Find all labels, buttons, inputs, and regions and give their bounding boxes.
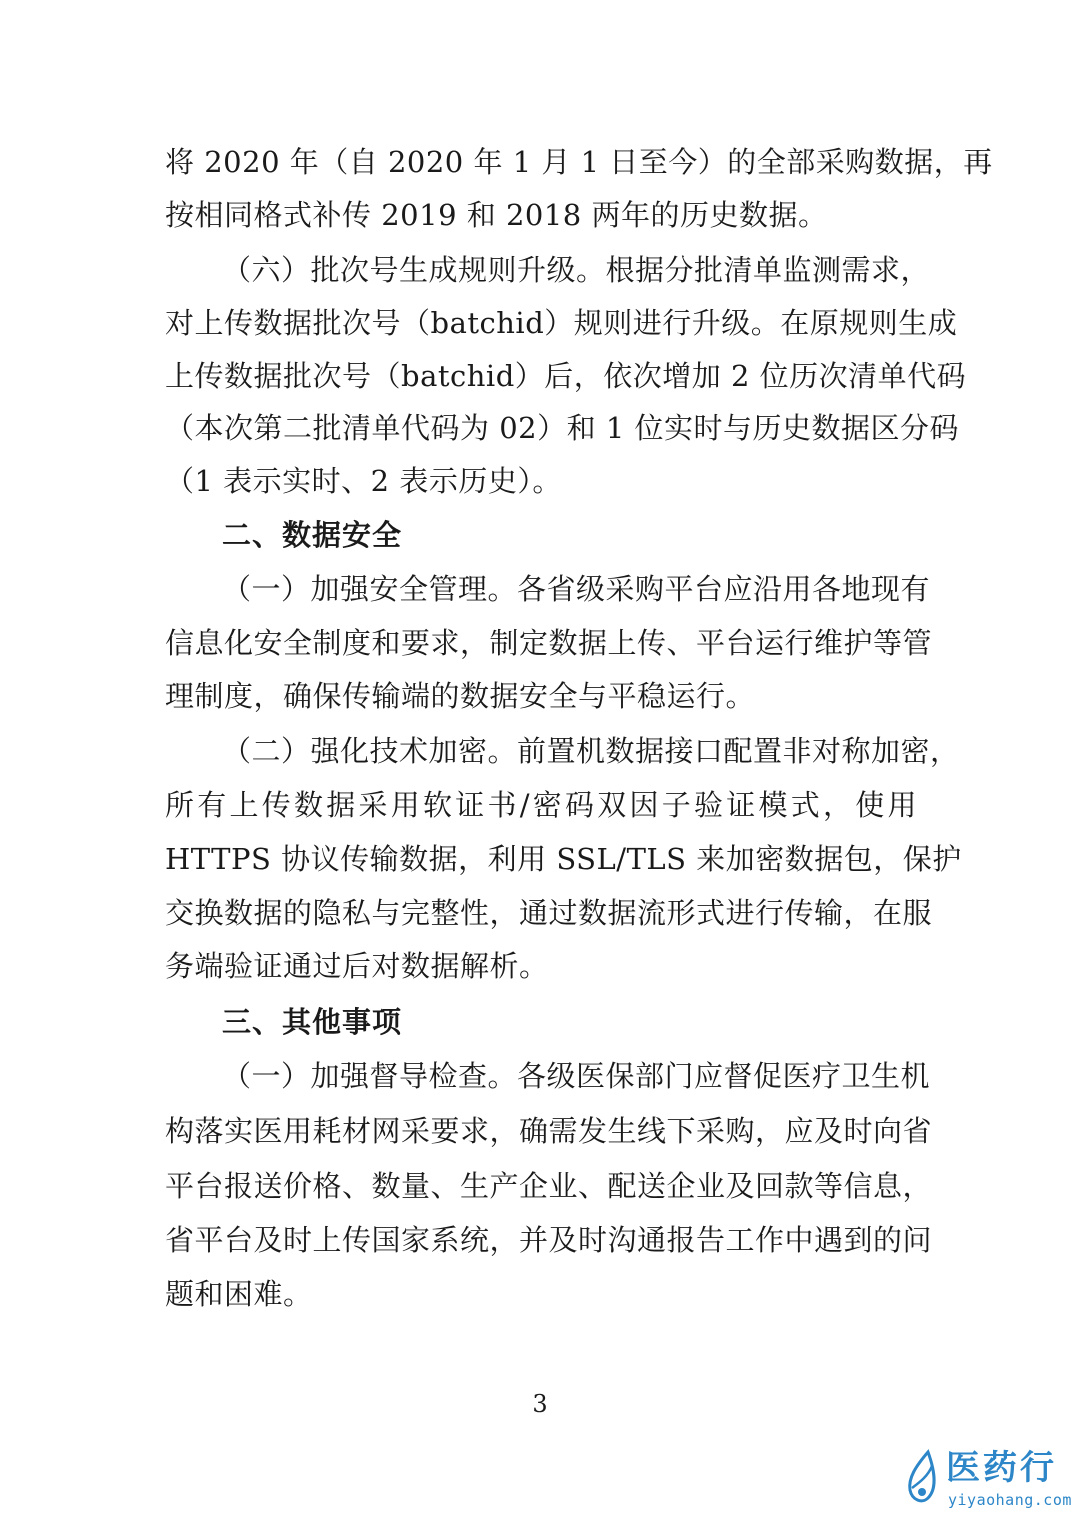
paragraph-line: 构落实医用耗材网采要求，确需发生线下采购，应及时向省	[165, 1114, 933, 1148]
paragraph-line: （1 表示实时、2 表示历史）。	[165, 464, 562, 498]
paragraph-line: 务端验证通过后对数据解析。	[165, 949, 549, 983]
section-heading: 三、其他事项	[222, 1005, 403, 1039]
page-number: 3	[532, 1390, 548, 1418]
leaf-drop-logo-icon	[902, 1448, 944, 1512]
paragraph-line: 将 2020 年（自 2020 年 1 月 1 日至今）的全部采购数据，再	[165, 145, 993, 179]
paragraph-line: （一）加强安全管理。各省级采购平台应沿用各地现有	[222, 572, 931, 606]
paragraph-line: （二）强化技术加密。前置机数据接口配置非对称加密，	[222, 734, 960, 768]
paragraph-line: 省平台及时上传国家系统，并及时沟通报告工作中遇到的问	[165, 1223, 933, 1257]
paragraph-line: （本次第二批清单代码为 02）和 1 位实时与历史数据区分码	[165, 411, 960, 445]
paragraph-line: 上传数据批次号（batchid）后，依次增加 2 位历次清单代码	[165, 359, 967, 393]
paragraph-line: （六）批次号生成规则升级。根据分批清单监测需求，	[222, 253, 931, 287]
paragraph-line: （一）加强督导检查。各级医保部门应督促医疗卫生机	[222, 1059, 931, 1093]
paragraph-line: 题和困难。	[165, 1277, 313, 1311]
paragraph-line: 信息化安全制度和要求，制定数据上传、平台运行维护等管	[165, 626, 933, 660]
watermark-name: 医药行	[946, 1448, 1057, 1488]
paragraph-line: 对上传数据批次号（batchid）规则进行升级。在原规则生成	[165, 306, 958, 340]
paragraph-line: HTTPS 协议传输数据，利用 SSL/TLS 来加密数据包，保护	[165, 842, 962, 876]
paragraph-line: 交换数据的隐私与完整性，通过数据流形式进行传输，在服	[165, 896, 933, 930]
paragraph-line: 理制度，确保传输端的数据安全与平稳运行。	[165, 679, 756, 713]
watermark	[902, 1446, 1074, 1518]
paragraph-line: 所有上传数据采用软证书/密码双因子验证模式，使用	[165, 788, 917, 822]
section-heading: 二、数据安全	[222, 518, 403, 552]
paragraph-line: 按相同格式补传 2019 和 2018 两年的历史数据。	[165, 198, 828, 232]
paragraph-line: 平台报送价格、数量、生产企业、配送企业及回款等信息，	[165, 1169, 933, 1203]
watermark-url: yiyaohang.com	[948, 1491, 1072, 1509]
